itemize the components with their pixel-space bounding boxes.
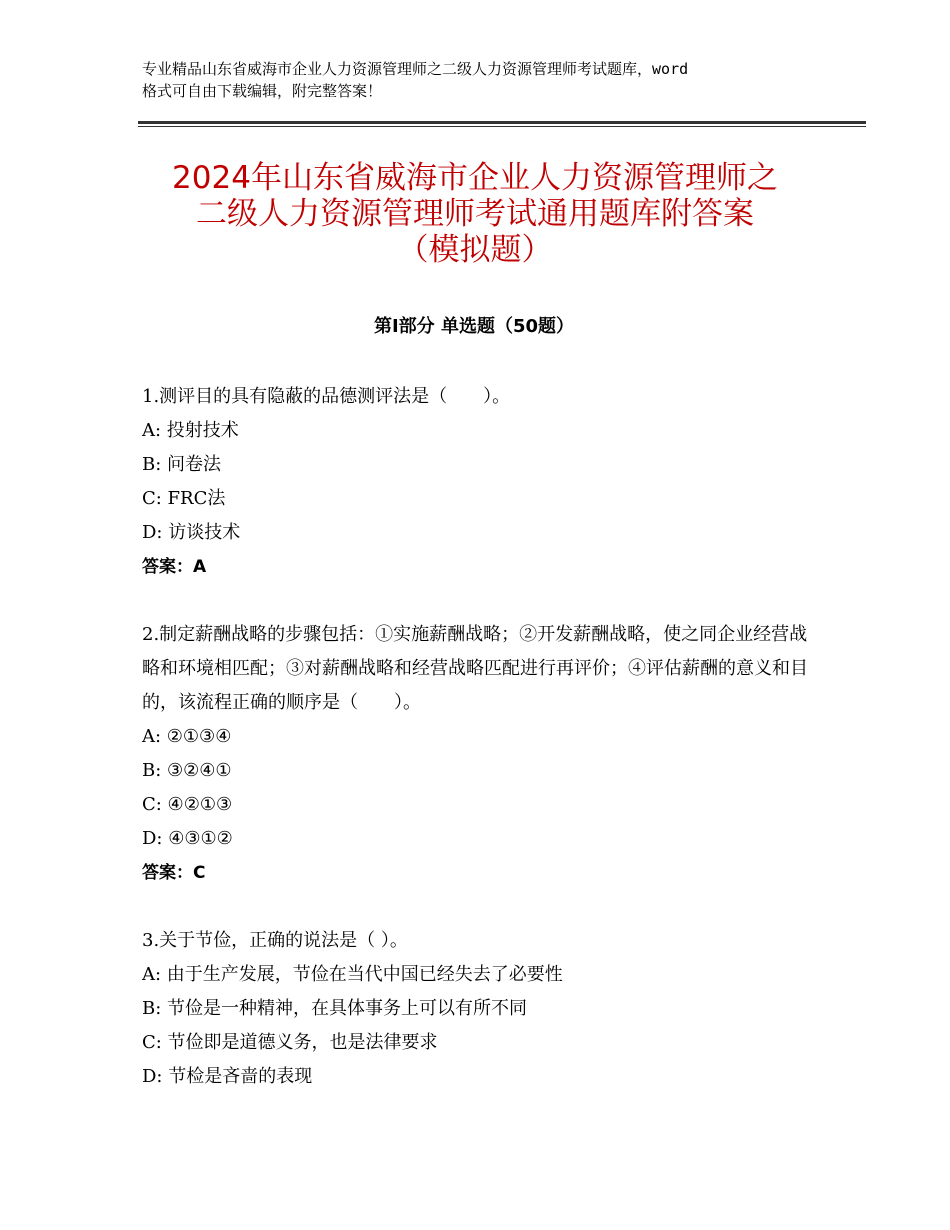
- option-c: C: FRC法: [142, 488, 226, 509]
- option-a: A: 由于生产发展，节俭在当代中国已经失去了必要性: [142, 964, 563, 985]
- answer: 答案：A: [142, 557, 207, 577]
- header-divider-thin: [138, 126, 866, 127]
- answer: 答案：C: [142, 863, 206, 883]
- document-title: [80, 160, 870, 268]
- option-b: B: 问卷法: [142, 454, 222, 475]
- header-note: [142, 58, 822, 102]
- question-list: [142, 380, 812, 1128]
- question-3: [142, 924, 812, 1094]
- option-b: B: 节俭是一种精神，在具体事务上可以有所不同: [142, 998, 528, 1019]
- option-c: C: ④②①③: [142, 794, 233, 815]
- option-c: C: 节俭即是道德义务，也是法律要求: [142, 1032, 438, 1053]
- question-2: [142, 618, 812, 890]
- option-d: D: 访谈技术: [142, 522, 241, 543]
- section-title: 第Ⅰ部分 单选题（50题）: [373, 316, 574, 337]
- question-1: [142, 380, 812, 584]
- option-a: A: ②①③④: [142, 726, 232, 747]
- title-line-2: 二级人力资源管理师考试通用题库附答案: [196, 196, 754, 232]
- header-note-line-2: 格式可自由下载编辑，附完整答案！: [142, 82, 383, 100]
- question-text: 2.制定薪酬战略的步骤包括：①实施薪酬战略；②开发薪酬战略，使之同企业经营战略和环境相匹配；③对薪酬战略和经营战略匹配进行再评价；④评估薪酬的意义和目的，该流程正确的顺序是（ ）。: [142, 624, 808, 713]
- title-line-3: （模拟题）: [397, 232, 553, 268]
- option-d: D: ④③①②: [142, 828, 233, 849]
- option-b: B: ③②④①: [142, 760, 232, 781]
- header-divider-thick: [138, 121, 866, 124]
- header-note-line-1: 专业精品山东省威海市企业人力资源管理师之二级人力资源管理师考试题库，word: [142, 60, 689, 78]
- title-line-1: 2024年山东省威海市企业人力资源管理师之: [172, 160, 778, 196]
- option-d: D: 节检是吝啬的表现: [142, 1066, 313, 1087]
- question-text: 1.测评目的具有隐蔽的品德测评法是（ ）。: [142, 386, 511, 407]
- question-text: 3.关于节俭，正确的说法是（ ）。: [142, 930, 408, 951]
- option-a: A: 投射技术: [142, 420, 239, 441]
